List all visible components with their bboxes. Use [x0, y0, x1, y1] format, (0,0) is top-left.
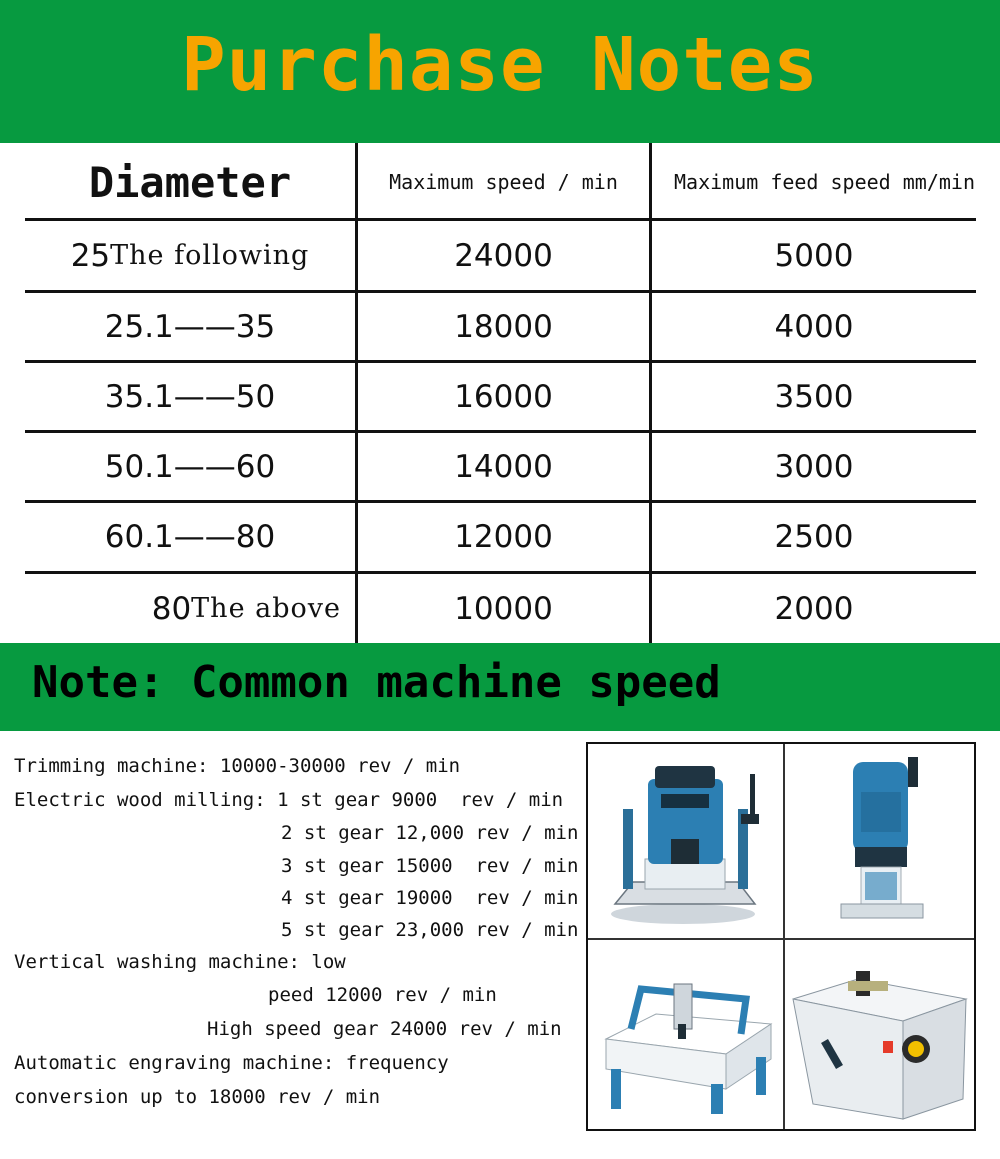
header-max-speed: Maximum speed / min [389, 170, 618, 194]
max-speed-value: 24000 [454, 237, 553, 274]
note-line: 4 st gear 19000 rev / min [281, 887, 579, 909]
diameter-value: 35.1——50 [104, 378, 276, 415]
note-line: conversion up to 18000 rev / min [14, 1086, 381, 1108]
note-line: Automatic engraving machine: frequency [14, 1052, 449, 1074]
table-row [25, 221, 355, 290]
diameter-value: 60.1——80 [104, 519, 276, 555]
page-title: Purchase Notes [181, 22, 819, 108]
note-line: Vertical washing machine: low [14, 951, 346, 973]
max-speed-value: 12000 [454, 519, 553, 555]
grid-divider [783, 744, 785, 1129]
grid-divider [588, 938, 974, 940]
note-line: High speed gear 24000 rev / min [207, 1018, 562, 1040]
max-feed-value: 2000 [774, 590, 854, 627]
trimmer-icon [813, 752, 953, 932]
table-row [25, 433, 355, 500]
note-line: 3 st gear 15000 rev / min [281, 855, 579, 877]
max-feed-value: 4000 [774, 308, 854, 345]
note-line: Trimming machine: 10000-30000 rev / min [14, 755, 461, 777]
table-row [25, 363, 355, 430]
max-speed-value: 10000 [454, 590, 553, 627]
machine-image-grid [586, 742, 976, 1131]
diameter-value: 50.1——60 [104, 448, 276, 485]
max-feed-value: 3000 [774, 448, 854, 485]
diameter-value: 25 [70, 237, 111, 274]
note-banner [0, 643, 1000, 731]
max-feed-value: 2500 [774, 519, 854, 555]
note-line: peed 12000 rev / min [268, 984, 497, 1006]
note-line: 5 st gear 23,000 rev / min [281, 919, 579, 941]
cnc-engraver-icon [596, 969, 776, 1119]
max-speed-value: 16000 [454, 378, 553, 415]
header-max-feed: Maximum feed speed mm/min [673, 170, 976, 194]
note-title: Note: Common machine speed [32, 657, 721, 708]
header-diameter: Diameter [88, 157, 292, 207]
table-row [25, 503, 355, 571]
max-speed-value: 14000 [454, 448, 553, 485]
diameter-qualifier: The following [110, 240, 310, 271]
diameter-value: 25.1——35 [104, 308, 276, 345]
router-icon [603, 754, 768, 929]
note-line: 2 st gear 12,000 rev / min [281, 822, 579, 844]
max-speed-value: 18000 [454, 308, 553, 345]
diameter-qualifier: The above [191, 593, 341, 624]
diameter-value: 80 [151, 590, 192, 627]
table-row [25, 574, 355, 643]
top-banner [0, 0, 1000, 143]
spindle-moulder-icon [788, 959, 968, 1124]
note-line: Electric wood milling: 1 st gear 9000 rev / min [14, 789, 564, 811]
max-feed-value: 5000 [774, 237, 854, 274]
table-row [25, 293, 355, 360]
max-feed-value: 3500 [774, 378, 854, 415]
